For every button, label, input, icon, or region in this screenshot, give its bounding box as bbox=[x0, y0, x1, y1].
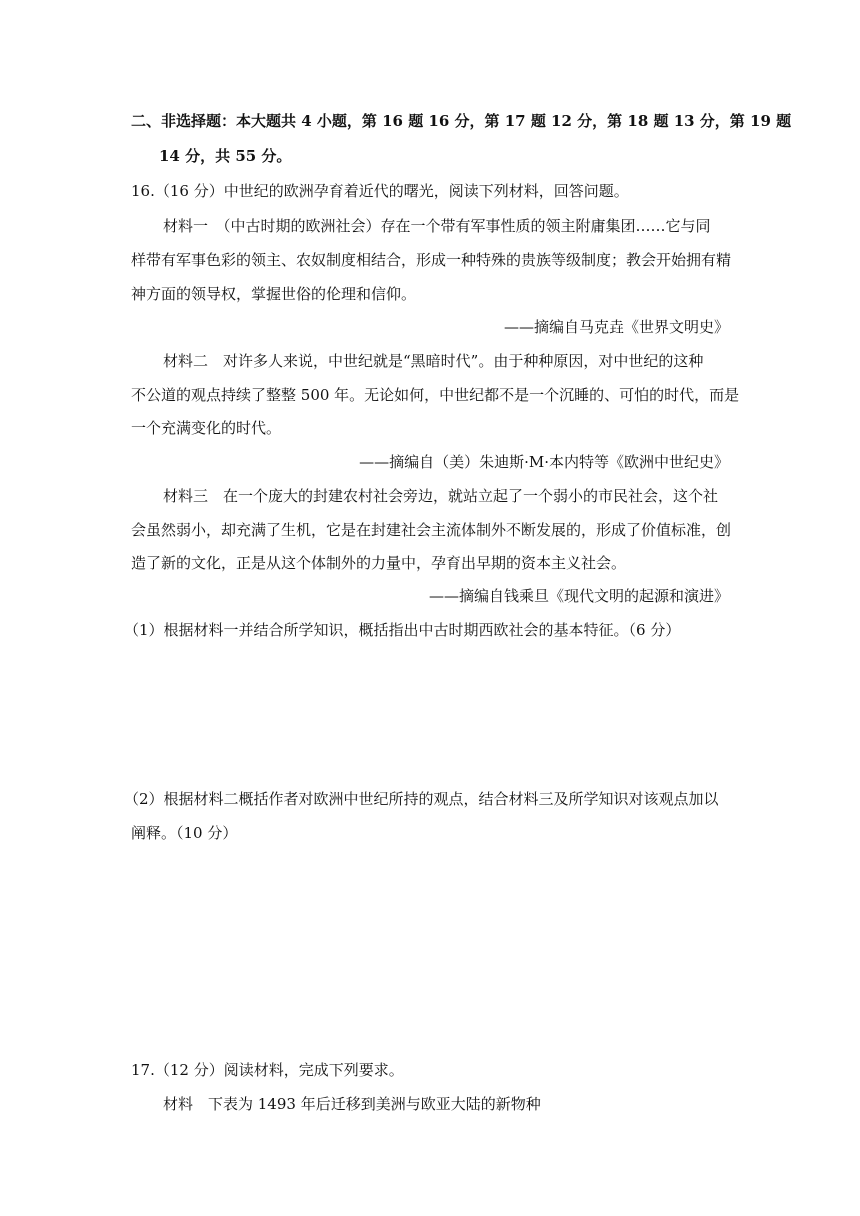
material-1-line-1: 材料一 （中古时期的欧洲社会）存在一个带有军事性质的领主附庸集团……它与同 bbox=[163, 217, 711, 235]
question-17-material: 材料 下表为 1493 年后迁移到美洲与欧亚大陆的新物种 bbox=[163, 1095, 541, 1113]
material-1-line-2: 样带有军事色彩的领主、农奴制度相结合，形成一种特殊的贵族等级制度；教会开始拥有精 bbox=[131, 251, 732, 269]
material-2-line-3: 一个充满变化的时代。 bbox=[131, 419, 282, 437]
material-1-source: ——摘编自马克垚《世界文明史》 bbox=[503, 318, 729, 336]
section-header-line-1: 二、非选择题：本大题共 4 小题，第 16 题 16 分，第 17 题 12 分，第 18 题 13 分，第 19 题 bbox=[131, 112, 792, 130]
material-1-line-3: 神方面的领导权，掌握世俗的伦理和信仰。 bbox=[131, 285, 417, 303]
question-16-stem: 16.（16 分）中世纪的欧洲孕育着近代的曙光，阅读下列材料，回答问题。 bbox=[131, 182, 629, 200]
material-3-source: ——摘编自钱乘旦《现代文明的起源和演进》 bbox=[428, 587, 729, 605]
question-17-stem: 17.（12 分）阅读材料，完成下列要求。 bbox=[131, 1061, 404, 1079]
material-2-source: ——摘编自（美）朱迪斯·M·本内特等《欧洲中世纪史》 bbox=[359, 453, 729, 471]
question-16-sub-2-line-2: 阐释。（10 分） bbox=[131, 824, 238, 842]
material-2-line-2: 不公道的观点持续了整整 500 年。无论如何，中世纪都不是一个沉睡的、可怕的时代，而是 bbox=[131, 386, 740, 404]
question-16-sub-2-line-1: （2）根据材料二概括作者对欧洲中世纪所持的观点，结合材料三及所学知识对该观点加以 bbox=[124, 790, 719, 808]
material-3-line-1: 材料三 在一个庞大的封建农村社会旁边，就站立起了一个弱小的市民社会，这个社 bbox=[163, 487, 719, 505]
material-3-line-3: 造了新的文化，正是从这个体制外的力量中，孕育出早期的资本主义社会。 bbox=[131, 554, 627, 572]
question-16-sub-1: （1）根据材料一并结合所学知识，概括指出中古时期西欧社会的基本特征。（6 分） bbox=[124, 621, 681, 639]
material-2-line-1: 材料二 对许多人来说，中世纪就是“黑暗时代”。由于种种原因，对中世纪的这种 bbox=[163, 352, 704, 370]
material-3-line-2: 会虽然弱小，却充满了生机，它是在封建社会主流体制外不断发展的，形成了价值标准，创 bbox=[131, 521, 732, 539]
section-header-line-2: 14 分，共 55 分。 bbox=[159, 147, 292, 165]
